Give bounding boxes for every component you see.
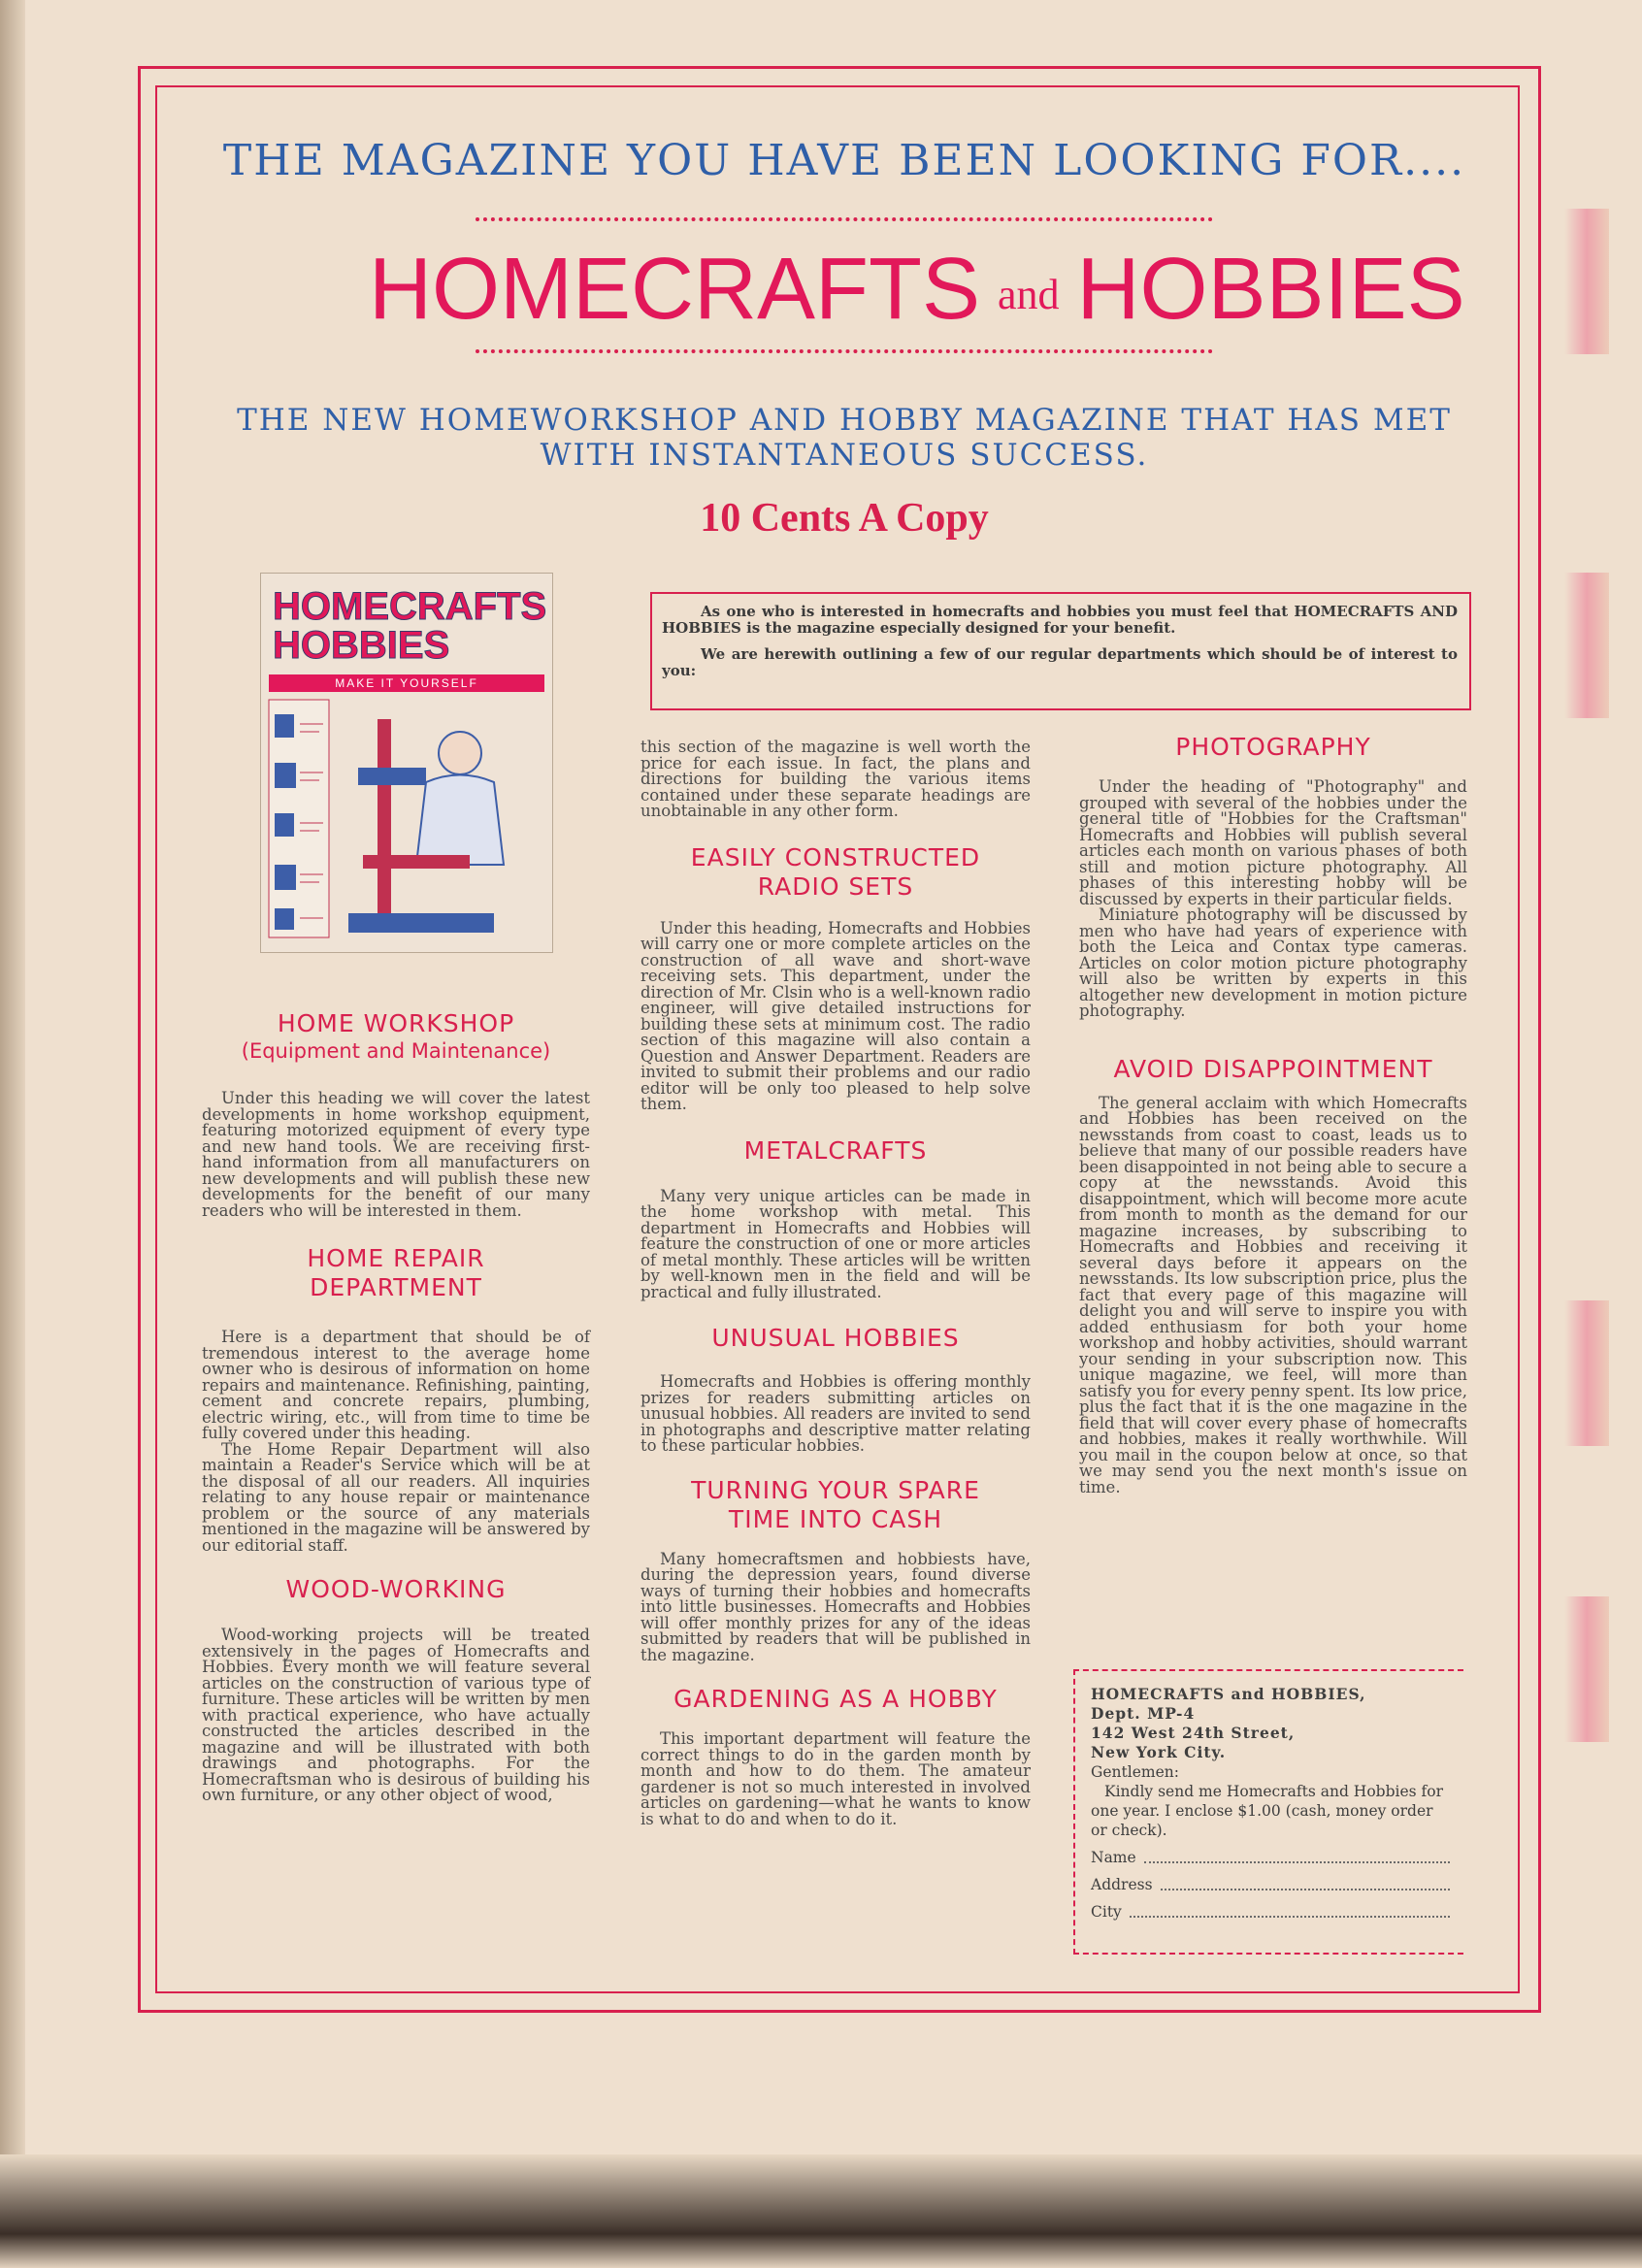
brand-and: and: [998, 271, 1060, 319]
section-title-home-workshop: HOME WORKSHOP: [277, 1009, 515, 1037]
tape-mark: [1564, 573, 1609, 718]
price: 10 Cents A Copy: [700, 496, 989, 541]
wood-working-text: Wood-working projects will be treated extensively in the pages of Homecrafts and Hobbies. Every month we will feature several articles on the construction of various type of furniture. These articles will be written by men with practical experience, who have actually constructed the articles described in the magazine and will be illustrated with both drawings and photographs. For the Homecraftsman who is desirous of building his own furniture, or any other object of wood,: [202, 1626, 590, 1804]
intro-text: [662, 604, 1458, 689]
unusual-hobbies-text: Homecrafts and Hobbies is offering monthly prizes for readers submitting articles on unusual hobbies. All readers are invited to send in photographs and descriptive matter relating to these particular hobbies.: [640, 1372, 1031, 1455]
name-blank-line[interactable]: [1144, 1848, 1450, 1863]
section-title-gardening: GARDENING AS A HOBBY: [673, 1685, 998, 1713]
magazine-cover-image: [260, 573, 553, 953]
home-workshop-text: Under this heading we will cover the latest developments in home workshop equipment, featuring motorized equipment of every type and new hand tools. We are receiving first-hand information from all manufacturers on new developments and will publish these new developments for the benefit of our many readers who will be interested in them.: [202, 1089, 590, 1220]
spine-shadow: [0, 0, 25, 2268]
coupon-address-line-4: New York City.: [1091, 1743, 1227, 1761]
coupon-city-label: City: [1091, 1903, 1122, 1921]
headline: THE MAGAZINE YOU HAVE BEEN LOOKING FOR....: [222, 136, 1466, 185]
bottom-edge-shadow: [0, 2154, 1642, 2268]
section-title-spare-time-1: TURNING YOUR SPARE: [691, 1475, 980, 1504]
subheadline: [194, 403, 1494, 473]
metalcrafts-text: Many very unique articles can be made in the home workshop with metal. This department in Homecrafts and Hobbies will feature the construction of one or more articles of metal monthly. These articles will be written by well-known men in the field and will be practical and fully illustrated.: [640, 1186, 1031, 1301]
cover-title-line-1: HOMECRAFTS: [273, 585, 547, 628]
coupon-salutation: Gentlemen:: [1091, 1763, 1179, 1781]
cover-title-line-2: HOBBIES: [273, 624, 450, 667]
brand-left: HOMECRAFTS: [369, 241, 980, 338]
right-column: [1079, 733, 1467, 1496]
section-title-radio-1: EASILY CONSTRUCTED: [690, 842, 981, 871]
brand-right: HOBBIES: [1076, 241, 1465, 338]
section-subtitle-equipment: (Equipment and Maintenance): [241, 1039, 551, 1063]
cover-band: MAKE IT YOURSELF: [269, 674, 544, 692]
city-blank-line[interactable]: [1130, 1902, 1450, 1918]
subhead-line-2: WITH INSTANTANEOUS SUCCESS.: [540, 438, 1149, 473]
photography-text-1: Under the heading of "Photography" and grouped with several of the hobbies under the general title of "Hobbies for the Craftsman" Homecrafts and Hobbies will publish several articles each month on various phases of both still and motion picture photography. All phases of this interesting hobby will be discussed by experts in their particular fields.: [1079, 777, 1467, 908]
intro-paragraph-2: We are herewith outlining a few of our regular departments which should be of interest to you:: [662, 645, 1458, 679]
left-column: [202, 1009, 590, 1804]
tape-mark: [1564, 1596, 1609, 1742]
spare-time-text: Many homecraftsmen and hobbiests have, during the depression years, found diverse ways of turning their hobbies and homecrafts into little businesses. Homecrafts and Hobbies will offer monthly prizes for any of the ideas submitted by readers that will be published in the magazine.: [640, 1549, 1031, 1664]
subhead-line-1: THE NEW HOMEWORKSHOP AND HOBBY MAGAZINE THAT HAS MET: [237, 403, 1452, 438]
home-repair-text-2: The Home Repair Department will also maintain a Reader's Service which will be at the disposal of all our readers. All inquiries relating to any house repair or maintenance problem or the source of any materials mentioned in the magazine will be answered by our editorial staff.: [202, 1439, 590, 1555]
continued-text: this section of the magazine is well worth the price for each issue. In fact, the plans and directions for building the various items contained under these separate headings are unobtainable in any other form.: [640, 738, 1031, 820]
address-blank-line[interactable]: [1161, 1875, 1450, 1890]
coupon-address-field[interactable]: [1091, 1875, 1450, 1894]
coupon-text: [1091, 1685, 1450, 1922]
home-repair-text-1: Here is a department that should be of tremendous interest to the average home owner who is desirous of information on home repairs and maintenance. Refinishing, painting, cement and concrete repairs, plumbing, electric wiring, etc., will from time to time be fully covered under this heading.: [202, 1328, 590, 1442]
dotted-rule-top: [476, 217, 1213, 221]
section-title-radio-2: RADIO SETS: [757, 871, 914, 901]
section-title-spare-time-2: TIME INTO CASH: [728, 1504, 943, 1533]
section-title-home-repair-1: HOME REPAIR: [307, 1244, 485, 1272]
coupon-city-field[interactable]: [1091, 1902, 1450, 1922]
cover-illustration: [261, 574, 552, 952]
coupon-address-line-1: HOMECRAFTS and HOBBIES,: [1091, 1685, 1366, 1703]
coupon-name-field[interactable]: [1091, 1848, 1450, 1867]
tape-mark: [1564, 1300, 1609, 1446]
section-title-unusual-hobbies: UNUSUAL HOBBIES: [711, 1324, 960, 1352]
coupon-name-label: Name: [1091, 1849, 1136, 1866]
intro-paragraph-1: As one who is interested in homecrafts and hobbies you must feel that HOMECRAFTS AND HOBBIES is the magazine especially designed for your benefit.: [662, 603, 1458, 637]
photography-text-2: Miniature photography will be discussed by men who have had years of experience with both the Leica and Contax type cameras. Articles on color motion picture photography will also be written by experts in this altogether new development in motion picture photography.: [1079, 905, 1467, 1020]
coupon-body: Kindly send me Homecrafts and Hobbies for one year. I enclose $1.00 (cash, money order or check).: [1091, 1783, 1443, 1839]
middle-column: [640, 740, 1031, 1827]
coupon-address-line-3: 142 West 24th Street,: [1091, 1724, 1296, 1742]
avoid-disappointment-text: The general acclaim with which Homecrafts and Hobbies has been received on the newsstands from coast to coast, leads us to believe that many of our possible readers have been disappointed in not being able to secure a copy at the newsstands. Avoid this disappointment, which will become more acute from month to month as the demand for our magazine increases, by subscribing to Homecrafts and Hobbies and receiving it several days before it appears on the newsstands. Its low subscription price, plus the fact that every page of this magazine will delight you and will serve to inspire you with added enthusiasm for both your home workshop and hobby activities, should warrant your sending in your subscription now. This unique magazine, we feel, will more than satisfy you for every penny spent. Its low price, plus the fact that it is the one magazine in the field that will cover every phase of homecrafts and hobbies, makes it really worthwhile. Will you mail in the coupon below at once, so that we may send you the next month's issue on time.: [1079, 1093, 1467, 1496]
coupon-address-label: Address: [1091, 1876, 1153, 1893]
dotted-rule-bottom: [476, 349, 1213, 353]
section-title-avoid-disappointment: AVOID DISAPPOINTMENT: [1113, 1054, 1433, 1083]
tape-mark: [1564, 209, 1609, 354]
radio-text: Under this heading, Homecrafts and Hobbies will carry one or more complete articles on the construction of all wave and short-wave receiving sets. This department, under the direction of Mr. Clsin who is a well-known radio engineer, will give detailed instructions for building these sets at minimum cost. The radio section of this magazine will also contain a Question and Answer Department. Readers are invited to submit their problems and our radio editor will be only too pleased to help solve them.: [640, 918, 1031, 1113]
brand-title: [369, 241, 1465, 344]
section-title-wood-working: WOOD-WORKING: [285, 1575, 507, 1603]
coupon-address-line-2: Dept. MP-4: [1091, 1704, 1196, 1723]
section-title-photography: PHOTOGRAPHY: [1175, 733, 1371, 761]
gardening-text: This important department will feature the correct things to do in the garden month by month and how to do them. The amateur gardener is not so much interested in involved articles on gardening—what he wants to know is what to do and when to do it.: [640, 1729, 1031, 1828]
section-title-home-repair-2: DEPARTMENT: [310, 1273, 482, 1301]
section-title-metalcrafts: METALCRAFTS: [743, 1135, 928, 1165]
